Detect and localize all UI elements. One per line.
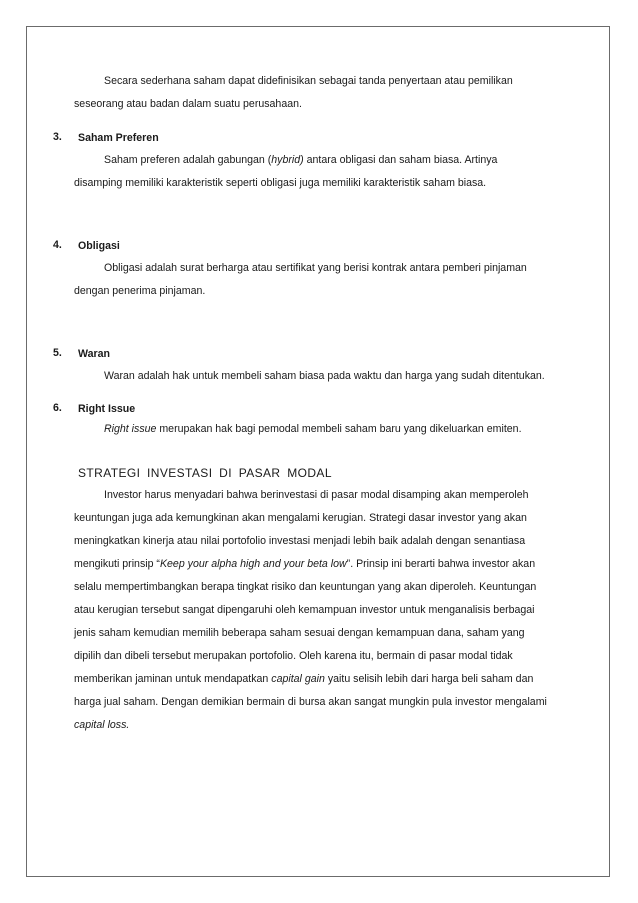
intro-line-1: Secara sederhana saham dapat didefinisikan sebagai tanda penyertaan atau pemilikan [104, 75, 513, 87]
strategy-line-10: harga jual saham. Dengan demikian bermain di bursa akan sangat mungkin pula investor mengalami [74, 696, 547, 708]
strategy-line-9: memberikan jaminan untuk mendapatkan capital gain yaitu selisih lebih dari harga beli saham dan [74, 673, 534, 685]
section-3-line-2: disamping memiliki karakteristik seperti obligasi juga memiliki karakteristik saham biasa. [74, 177, 487, 189]
section-4-line-2: dengan penerima pinjaman. [74, 285, 206, 297]
section-5-line-1: Waran adalah hak untuk membeli saham biasa pada waktu dan harga yang sudah ditentukan. [104, 370, 545, 382]
strategy-line-11: capital loss. [74, 719, 130, 731]
strategy-line-6: atau kerugian tersebut sangat dipengaruhi oleh kemampuan investor untuk menganalisis berbagai [74, 604, 535, 616]
section-3-title: Saham Preferen [78, 132, 159, 144]
section-5-body [0, 365, 638, 388]
strategy-line-8: dipilih dan dibeli tersebut merupakan portofolio. Oleh karena itu, bermain di pasar modal tidak [74, 650, 513, 662]
strategy-line-3: meningkatkan kinerja atau nilai portofolio investasi menjadi lebih baik adalah dengan senantiasa [74, 535, 526, 547]
section-3-line-1: Saham preferen adalah gabungan (hybrid) antara obligasi dan saham biasa. Artinya [104, 154, 498, 166]
section-4-title: Obligasi [78, 240, 120, 252]
section-4-number: 4. [53, 239, 62, 251]
section-3-body [0, 149, 638, 195]
intro-line-2: seseorang atau badan dalam suatu perusahaan. [74, 98, 302, 110]
section-6-title: Right Issue [78, 403, 136, 415]
strategy-line-4: mengikuti prinsip “Keep your alpha high and your beta low”. Prinsip ini berarti bahwa investor akan [74, 558, 536, 570]
strategy-paragraph [0, 484, 638, 737]
strategy-line-7: jenis saham kemudian memilih beberapa saham sesuai dengan kemampuan dana, saham yang [74, 627, 525, 639]
section-6-body [0, 418, 638, 441]
strategy-heading: STRATEGI INVESTASI DI PASAR MODAL [78, 466, 332, 480]
strategy-line-1: Investor harus menyadari bahwa berinvestasi di pasar modal disamping akan memperoleh [104, 489, 529, 501]
strategy-line-2: keuntungan juga ada kemungkinan akan mengalami kerugian. Strategi dasar investor yang akan [74, 512, 527, 524]
intro-paragraph [0, 70, 638, 116]
section-6-number: 6. [53, 402, 62, 414]
section-5-number: 5. [53, 347, 62, 359]
section-5-title: Waran [78, 348, 110, 360]
section-4-line-1: Obligasi adalah surat berharga atau sertifikat yang berisi kontrak antara pemberi pinjaman [104, 262, 527, 274]
strategy-line-5: selalu mempertimbangkan berapa tingkat risiko dan keuntungan yang akan diperoleh. Keuntungan [74, 581, 537, 593]
section-6-line-1: Right issue merupakan hak bagi pemodal membeli saham baru yang dikeluarkan emiten. [104, 423, 522, 435]
section-3-number: 3. [53, 131, 62, 143]
section-4-body [0, 257, 638, 303]
